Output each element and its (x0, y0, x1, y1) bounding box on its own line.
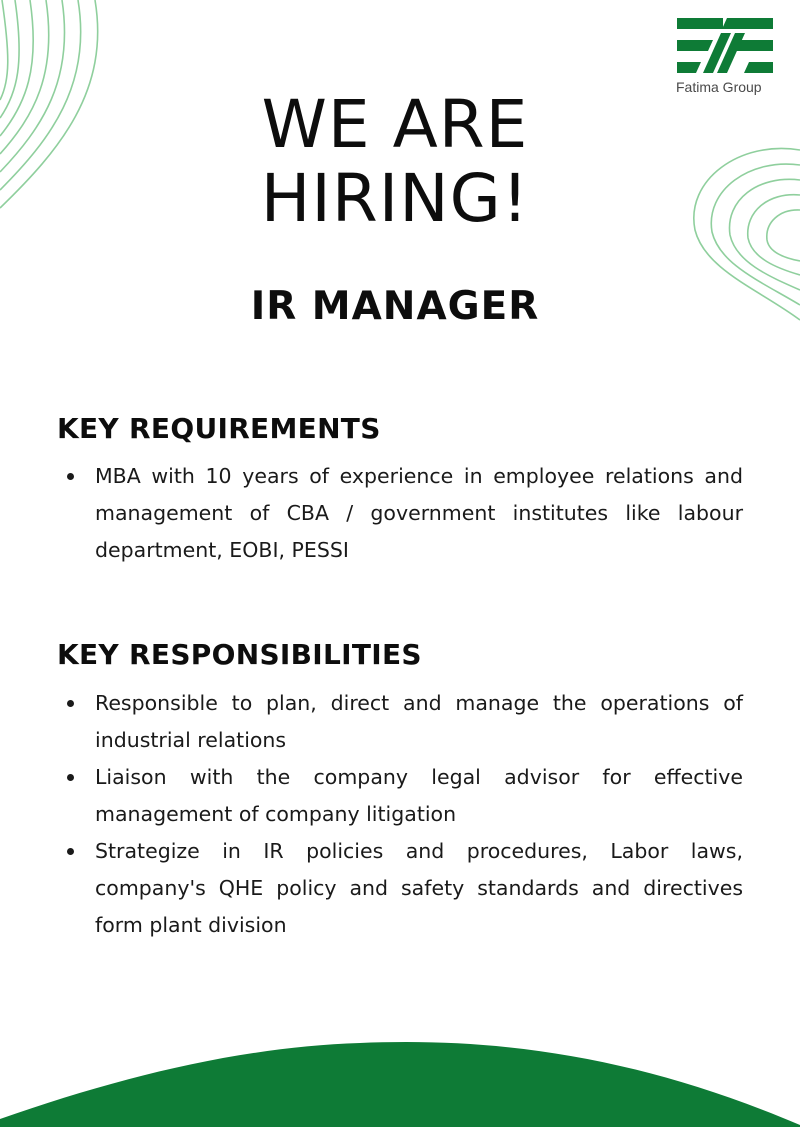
requirements-heading: KEY REQUIREMENTS (57, 412, 381, 445)
headline-line-2: HIRING! (260, 160, 530, 237)
fatima-group-logo (673, 18, 783, 95)
job-title: IR MANAGER (250, 284, 540, 329)
bullet-icon (67, 700, 74, 707)
fatima-group-logo-icon (673, 18, 777, 76)
list-item-text: Strategize in IR policies and procedures, Labor laws, company's QHE policy and safety standards and directives form plant division (95, 839, 743, 937)
logo-text: Fatima Group (676, 79, 762, 95)
list-item-text: Liaison with the company legal advisor for effective management of company litigation (95, 765, 743, 826)
requirements-list (57, 458, 743, 569)
bullet-icon (67, 473, 74, 480)
bottom-wave-decoration (0, 1037, 800, 1127)
list-item-text: Responsible to plan, direct and manage the operations of industrial relations (95, 691, 743, 752)
responsibilities-heading: KEY RESPONSIBILITIES (57, 638, 422, 671)
hiring-headline (0, 88, 790, 236)
list-item (57, 458, 743, 569)
list-item (57, 685, 743, 759)
list-item (57, 833, 743, 944)
list-item-text: MBA with 10 years of experience in employee relations and management of CBA / government institutes like labour department, EOBI, PESSI (95, 464, 743, 562)
responsibilities-list (57, 685, 743, 944)
headline-line-1: WE ARE (261, 86, 529, 163)
bullet-icon (67, 848, 74, 855)
list-item (57, 759, 743, 833)
bullet-icon (67, 774, 74, 781)
